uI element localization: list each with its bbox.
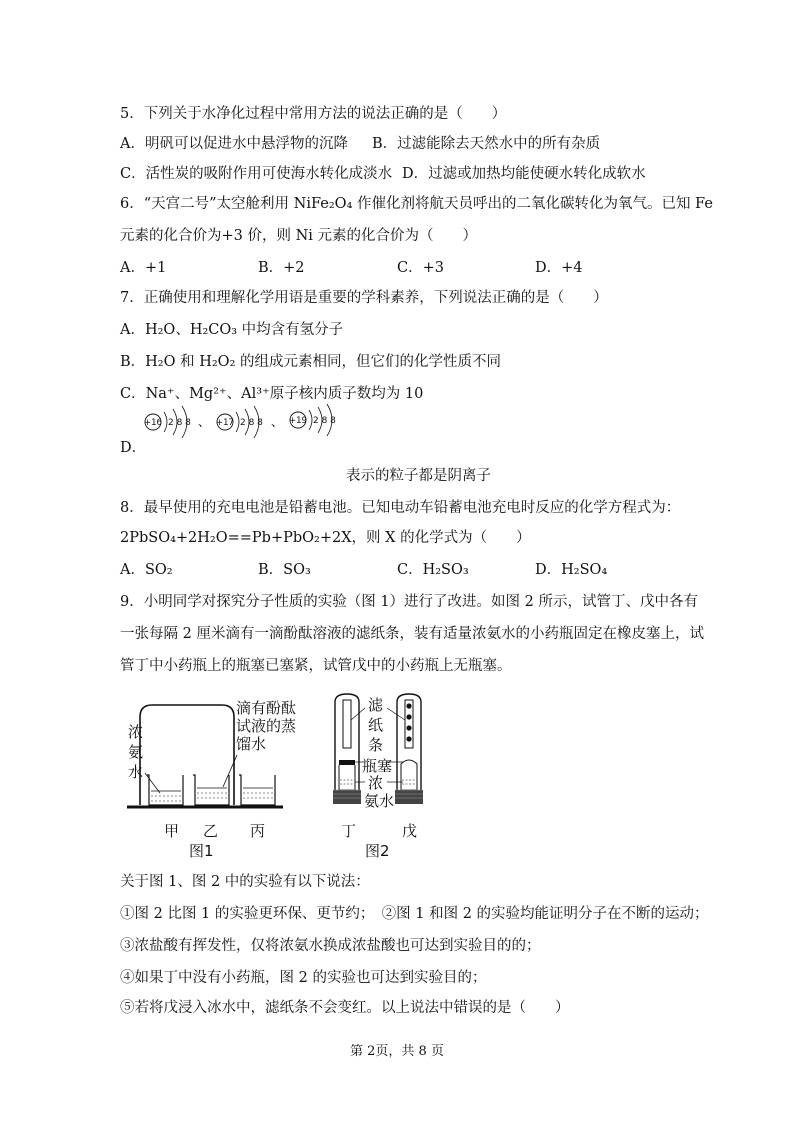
q6-option-d: D．+4 (535, 260, 583, 276)
q5-option-d: D．过滤或加热均能使硬水转化成软水 (402, 166, 646, 182)
beaker-yi (193, 775, 229, 805)
q6-option-c: C．+3 (397, 260, 444, 276)
fig1-phenolphthalein-label (236, 699, 296, 753)
tube-label-wu: 戊 (402, 822, 418, 840)
q8-option-b: B．SO₃ (258, 562, 311, 578)
q9-statement-3: ③浓盐酸有挥发性，仅将浓氨水换成浓盐酸也可达到实验目的的； (120, 938, 541, 954)
beaker-label-bing: 丙 (250, 822, 266, 840)
q9-stem-line2: 一张每隔 2 厘米滴有一滴酚酞溶液的滤纸条，装有适量浓氨水的小药瓶固定在橡皮塞上，试 (120, 626, 704, 642)
fig1-phenol-line-2: 试液的蒸 (236, 717, 297, 735)
fig2-stopper-label: 瓶塞 (362, 757, 393, 775)
q8-stem: 8．最早使用的充电电池是铅蓄电池。已知电动车铅蓄电池充电时反应的化学方程式为： (120, 500, 681, 516)
q7-option-a: A．H₂O、H₂CO₃ 中均含有氢分子 (120, 322, 344, 338)
q8-equation: 2PbSO₄+2H₂O==Pb+PbO₂+2X，则 X 的化学式为（ ） (120, 530, 531, 546)
figure-2-caption: 图2 (365, 842, 390, 860)
atom-diagram-3 (289, 404, 336, 436)
fig2-ammonia-char-2: 氨水 (364, 792, 395, 810)
beaker-label-jia: 甲 (164, 822, 180, 840)
q9-statement-5: ⑤若将戊浸入冰水中，滤纸条不会变红。以上说法中错误的是（ ） (120, 1000, 570, 1016)
beaker-label-yi: 乙 (203, 822, 219, 840)
q8-option-a: A．SO₂ (120, 562, 173, 578)
fig1-ammonia-char-3: 水 (128, 763, 144, 781)
q8-option-c: C．H₂SO₃ (397, 562, 469, 578)
fig2-paper-char-3: 条 (368, 736, 384, 754)
beaker-bing (239, 775, 275, 805)
page-footer: 第 2页，共 8 页 (350, 1044, 444, 1059)
fig1-ammonia-char-1: 浓 (128, 723, 144, 741)
atom-1-nucleus: +16 (144, 418, 162, 428)
q7-option-c: C．Na⁺、Mg²⁺、Al³⁺原子核内质子数均为 10 (120, 386, 424, 402)
q8-option-d: D．H₂SO₄ (535, 562, 608, 578)
fig1-ammonia-char-2: 氨 (128, 743, 144, 761)
q6-option-b: B．+2 (258, 260, 305, 276)
q9-statement-4: ④如果丁中没有小药瓶，图 2 的实验也可达到实验目的； (120, 970, 487, 986)
atom-diagram-1 (144, 406, 191, 438)
q7-stem: 7．正确使用和理解化学用语是重要的学科素养，下列说法正确的是（ ） (120, 290, 608, 306)
q6-stem-line2: 元素的化合价为+3 价，则 Ni 元素的化合价为（ ） (120, 228, 478, 244)
tube-label-ding: 丁 (341, 822, 357, 840)
q9-stem-line3: 管丁中小药瓶上的瓶塞已塞紧，试管戊中的小药瓶上无瓶塞。 (120, 658, 512, 674)
q5-option-c: C．活性炭的吸附作用可使海水转化成淡水 (120, 166, 393, 182)
atom-2-nucleus: +17 (216, 418, 234, 428)
atom-3-nucleus: +19 (289, 416, 307, 426)
fig1-phenol-line-3: 馏水 (236, 735, 267, 753)
atom-diagram-2 (216, 406, 263, 438)
atom-structure-diagrams (140, 408, 350, 458)
fig2-paper-char-2: 纸 (368, 716, 384, 734)
q7-option-d-prefix: D． (120, 440, 147, 456)
beaker-jia (147, 775, 183, 805)
atom-2-shells: 2 8 8 (240, 418, 263, 428)
q7-option-d-text: 表示的粒子都是阴离子 (346, 468, 491, 484)
atom-separator-1: 、 (198, 415, 211, 429)
fig2-paper-char-1: 滤 (368, 696, 384, 714)
test-tube-wu (395, 694, 423, 804)
figure-1-caption: 图1 (189, 842, 214, 860)
fig2-ammonia-label (364, 774, 395, 810)
atom-separator-2: 、 (271, 415, 284, 429)
fig1-ammonia-label (128, 722, 143, 782)
test-tube-ding (333, 694, 361, 804)
q6-option-a: A．+1 (120, 260, 167, 276)
atom-3-shells: 2 8 8 (313, 416, 336, 426)
fig1-phenol-line-1: 滴有酚酞 (236, 699, 297, 717)
q6-stem-line1: 6．“天宫二号”太空舱利用 NiFe₂O₄ 作催化剂将航天员呼出的二氧化碳转化为氧气。已知 Fe (120, 196, 713, 212)
q5-stem: 5．下列关于水净化过程中常用方法的说法正确的是（ ） (120, 106, 507, 122)
fig2-filter-paper-label (368, 695, 383, 755)
q5-option-a: A．明矾可以促进水中悬浮物的沉降 (120, 136, 348, 152)
atom-1-shells: 2 8 8 (168, 418, 191, 428)
q7-option-b: B．H₂O 和 H₂O₂ 的组成元素相同，但它们的化学性质不同 (120, 354, 501, 370)
q5-option-b: B．过滤能除去天然水中的所有杂质 (372, 136, 601, 152)
q9-stem-line1: 9．小明同学对探究分子性质的实验（图 1）进行了改进。如图 2 所示，试管丁、戊中各有 (120, 594, 698, 610)
q9-statement-1-2: ①图 2 比图 1 的实验更环保、更节约； ②图 1 和图 2 的实验均能证明分子在不断的运动； (120, 906, 709, 922)
q9-intro: 关于图 1、图 2 中的实验有以下说法： (120, 874, 370, 890)
fig2-ammonia-char-1: 浓 (368, 774, 384, 792)
